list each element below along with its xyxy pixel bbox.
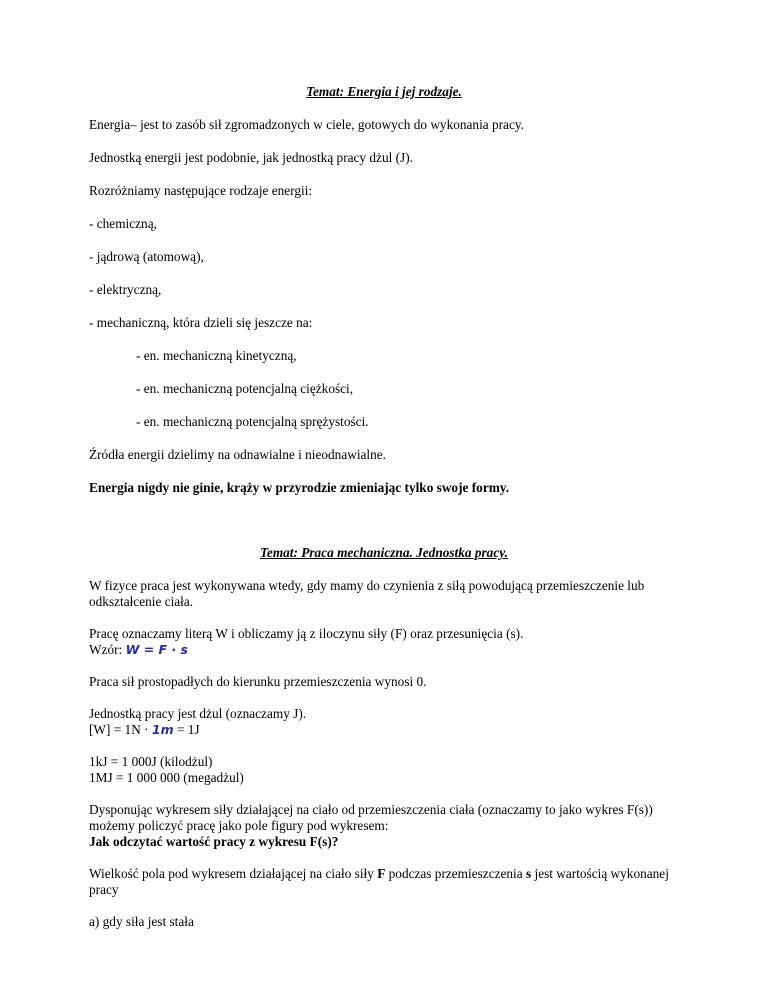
graph-description-line2: możemy policzyć pracę jako pole figury pod wykresem: xyxy=(89,818,389,833)
energy-types-intro: Rozróżniamy następujące rodzaje energii: xyxy=(89,183,313,198)
work-notation: Pracę oznaczamy literą W i obliczamy ją z iloczynu siły (F) oraz przesunięcia (s). xyxy=(89,626,524,641)
mechanical-subtype-item: - en. mechaniczną potencjalną sprężystości. xyxy=(136,414,369,429)
work-formula: W = F · s xyxy=(125,642,188,657)
graph-question: Jak odczytać wartość pracy z wykresu F(s)? xyxy=(89,834,339,849)
kilojoule-line: 1kJ = 1 000J (kilodżul) xyxy=(89,754,213,769)
work-definition-line1: W fizyce praca jest wykonywana wtedy, gdy mamy do czynienia z siłą powodującą przemieszczenie lub xyxy=(89,578,645,593)
energy-type-item: - elektryczną, xyxy=(89,282,162,297)
unit-formula-prefix: [W] = 1N · xyxy=(89,722,149,737)
section-title-energy: Temat: Energia i jej rodzaje. xyxy=(306,84,462,99)
energy-definition: Energia– jest to zasób sił zgromadzonych w ciele, gotowych do wykonania pracy. xyxy=(89,117,524,132)
area-text-part3: jest wartością wykonanej xyxy=(531,866,669,881)
formula-label: Wzór: xyxy=(89,642,123,657)
case-a-constant-force: a) gdy siła jest stała xyxy=(89,914,194,929)
energy-type-item: - chemiczną, xyxy=(89,216,157,231)
energy-unit: Jednostką energii jest podobnie, jak jednostką pracy dżul (J). xyxy=(89,150,413,165)
energy-type-item: - jądrową (atomową), xyxy=(89,249,204,264)
work-formula-line xyxy=(89,642,188,658)
graph-description-line1: Dysponując wykresem siły działającej na ciało od przemieszczenia ciała (oznaczamy to jako wykres F(s)) xyxy=(89,802,653,817)
unit-formula-meter: 1m xyxy=(151,722,174,737)
area-text-force: F xyxy=(377,866,386,881)
section-title-work: Temat: Praca mechaniczna. Jednostka pracy. xyxy=(260,545,508,560)
area-text-part1: Wielkość pola pod wykresem działającej na ciało siły xyxy=(89,866,378,881)
work-unit-formula xyxy=(89,722,200,738)
mechanical-subtype-item: - en. mechaniczną potencjalną ciężkości, xyxy=(136,381,354,396)
work-unit: Jednostką pracy jest dżul (oznaczamy J). xyxy=(89,706,307,721)
area-text-displacement: s xyxy=(525,866,532,881)
area-explanation-line1 xyxy=(89,866,669,882)
energy-conservation: Energia nigdy nie ginie, krąży w przyrodzie zmieniając tylko swoje formy. xyxy=(89,480,510,495)
area-text-part2: podczas przemieszczenia xyxy=(385,866,526,881)
energy-type-item: - mechaniczną, która dzieli się jeszcze na: xyxy=(89,315,313,330)
perpendicular-force-note: Praca sił prostopadłych do kierunku przemieszczenia wynosi 0. xyxy=(89,674,427,689)
energy-sources: Źródła energii dzielimy na odnawialne i nieodnawialne. xyxy=(89,447,386,462)
unit-formula-suffix: = 1J xyxy=(176,722,200,737)
work-definition-line2: odkształcenie ciała. xyxy=(89,594,194,609)
megajoule-line: 1MJ = 1 000 000 (megadżul) xyxy=(89,770,244,785)
area-explanation-line2: pracy xyxy=(89,882,119,897)
mechanical-subtype-item: - en. mechaniczną kinetyczną, xyxy=(136,348,297,363)
